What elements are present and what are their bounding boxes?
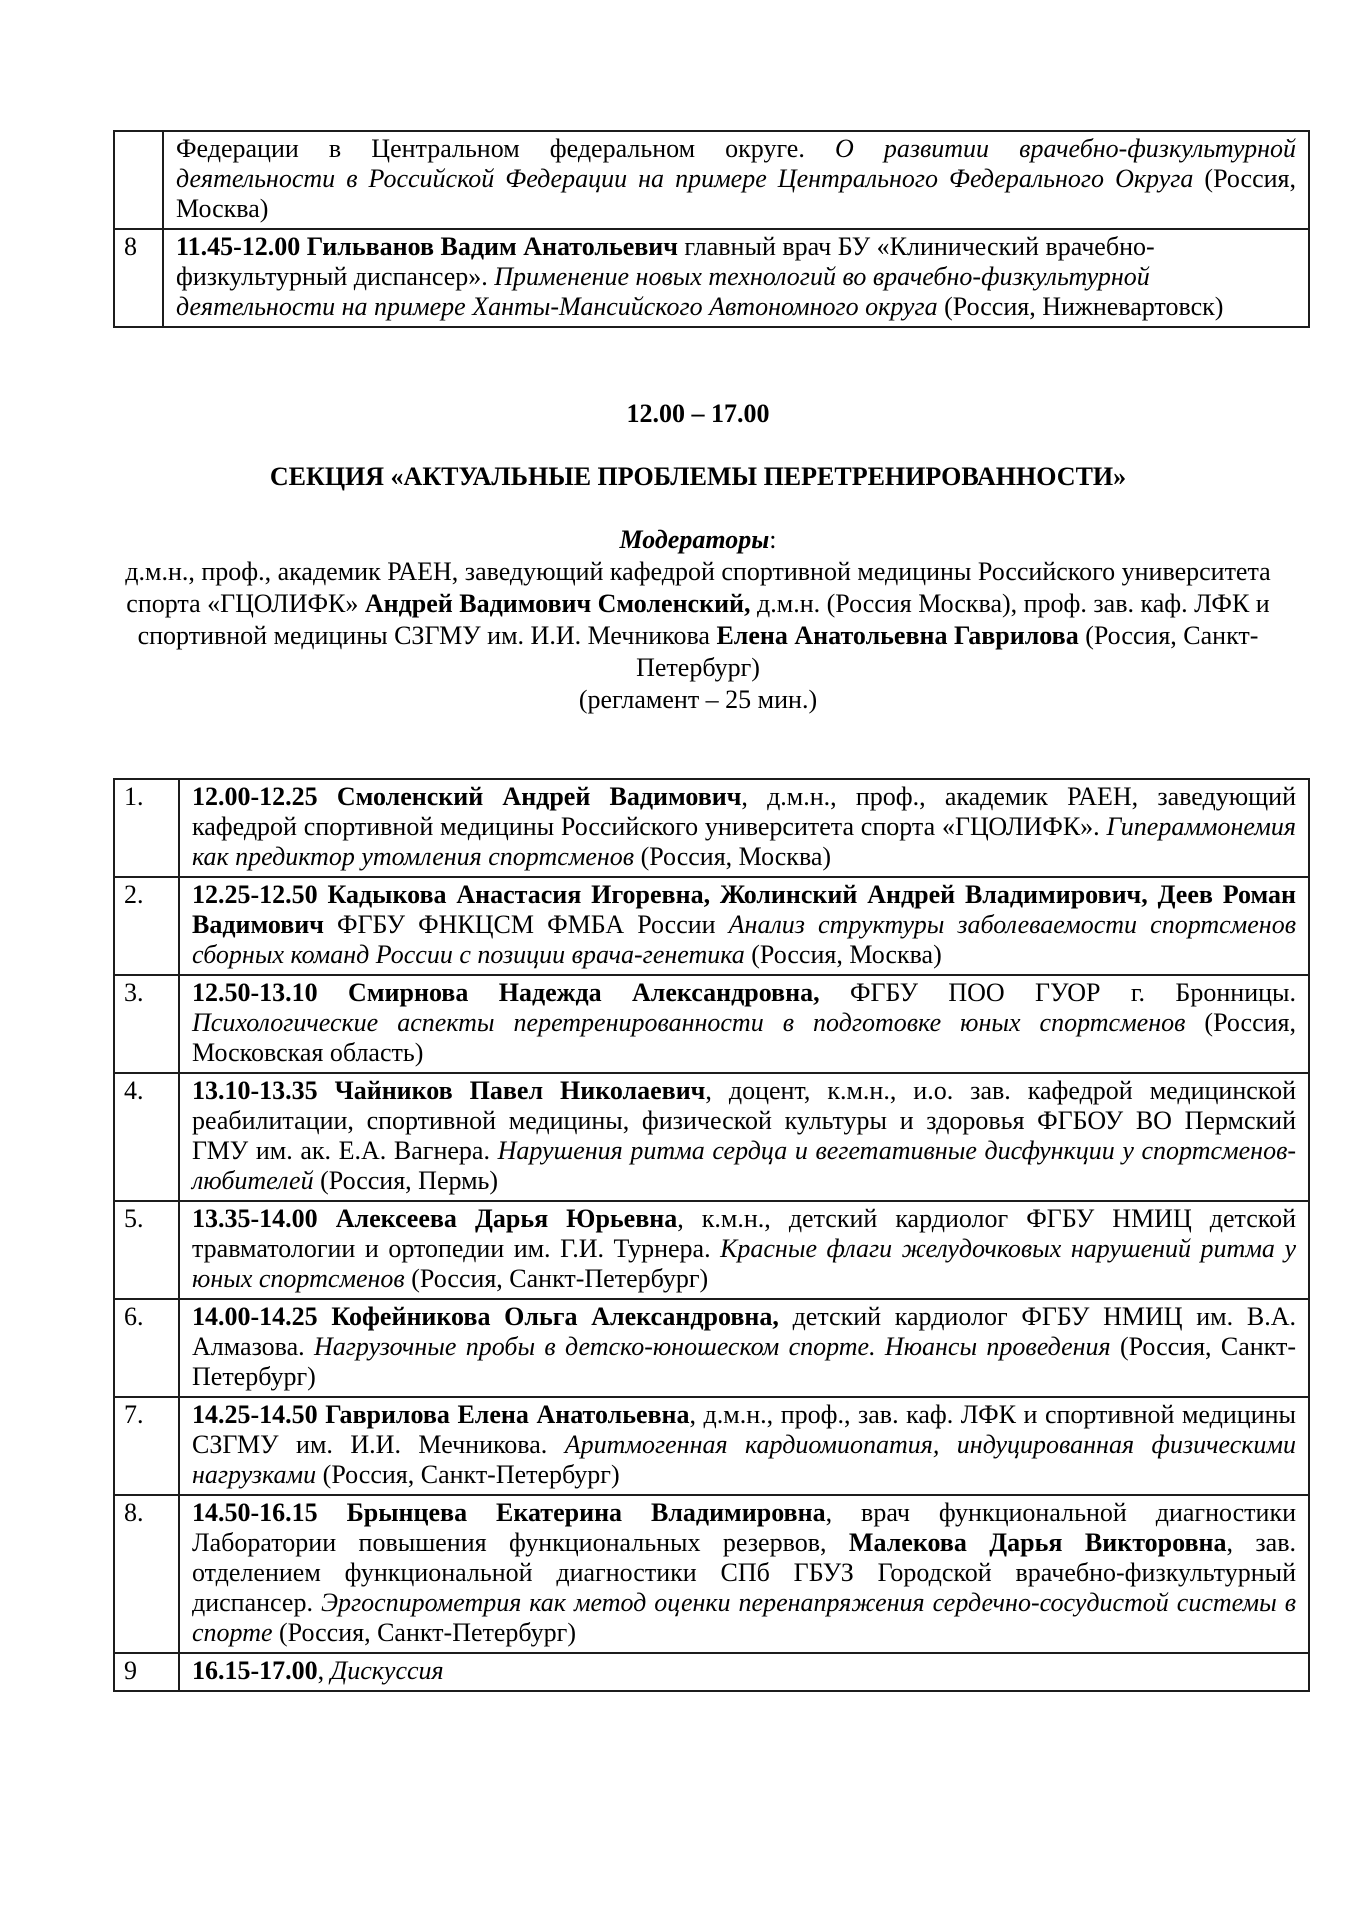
text-segment: (Россия, Нижневартовск) bbox=[944, 292, 1224, 321]
row-content bbox=[163, 229, 1309, 327]
text-segment: Модераторы bbox=[619, 525, 770, 554]
section-heading-block bbox=[113, 398, 1283, 716]
text-segment: 12.00-12.25 Смоленский Андрей Вадимович bbox=[192, 782, 742, 811]
text-segment: , зав. отделением функциональной диагностики СПб ГБУЗ Городской врачебно-физкультурный диспансер. bbox=[192, 1528, 1296, 1617]
text-segment: Федерации в Центральном федеральном округе. bbox=[176, 134, 835, 163]
text-segment: , д.м.н., проф., зав. каф. ЛФК и спортивной медицины СЗГМУ им. И.И. Мечникова. bbox=[192, 1400, 1296, 1459]
text-segment: О развитии врачебно-физкультурной деятельности в Российской Федерации на примере Центрального Федерального Округа bbox=[176, 134, 1296, 193]
text-segment: Красные флаги желудочковых нарушений ритма у юных спортсменов bbox=[192, 1234, 1297, 1293]
row-number: 7. bbox=[114, 1397, 179, 1495]
text-segment: (Россия, Санкт-Петербург) bbox=[636, 621, 1259, 682]
row-number: 9 bbox=[114, 1653, 179, 1691]
text-segment: 13.35-14.00 Алексеева Дарья Юрьевна bbox=[192, 1204, 678, 1233]
text-segment: , к.м.н., детский кардиолог ФГБУ НМИЦ детской травматологии и ортопедии им. Г.И. Турнера. bbox=[192, 1204, 1296, 1263]
text-segment: ФГБУ ПОО ГУОР г. Бронницы. bbox=[819, 978, 1296, 1007]
table-row bbox=[114, 1073, 1309, 1201]
text-segment: (Россия, Санкт-Петербург) bbox=[279, 1618, 576, 1647]
text-segment: д.м.н. (Россия Москва), проф. зав. каф. ЛФК и спортивной медицины СЗГМУ им. И.И. Мечникова bbox=[137, 589, 1270, 650]
table-row bbox=[114, 779, 1309, 877]
text-segment: , врач функциональной диагностики Лаборатории повышения функциональных резервов, bbox=[192, 1498, 1296, 1557]
table-row bbox=[114, 1495, 1309, 1653]
row-content bbox=[179, 1299, 1309, 1397]
text-segment: Нарушения ритма сердца и вегетативные дисфункции у спортсменов-любителей bbox=[192, 1136, 1297, 1195]
text-segment: , доцент, к.м.н., и.о. зав. кафедрой медицинской реабилитации, спортивной медицины, физической культуры и здоровья ФГБОУ ВО Пермский ГМУ им. ак. Е.А. Вагнера. bbox=[192, 1076, 1296, 1165]
row-number: 8 bbox=[114, 229, 163, 327]
text-segment: (Россия, Московская область) bbox=[192, 1008, 1296, 1067]
regulation-note: (регламент – 25 мин.) bbox=[578, 685, 818, 714]
text-segment: (Россия, Санкт-Петербург) bbox=[411, 1264, 709, 1293]
row-content bbox=[179, 975, 1309, 1073]
row-content bbox=[179, 1653, 1309, 1691]
table-row bbox=[114, 229, 1309, 327]
row-number: 8. bbox=[114, 1495, 179, 1653]
text-segment: (Россия, Москва) bbox=[640, 842, 832, 871]
row-number: 3. bbox=[114, 975, 179, 1073]
text-segment: Малекова Дарья Викторовна bbox=[848, 1528, 1227, 1557]
row-number: 4. bbox=[114, 1073, 179, 1201]
text-segment: Анализ структуры заболеваемости спортсменов сборных команд России с позиции врача-генетика bbox=[192, 910, 1296, 969]
table-row bbox=[114, 1299, 1309, 1397]
text-segment: детский кардиолог ФГБУ НМИЦ им. В.А. Алмазова. bbox=[192, 1302, 1296, 1361]
section-title: СЕКЦИЯ «АКТУАЛЬНЫЕ ПРОБЛЕМЫ ПЕРЕТРЕНИРОВАННОСТИ» bbox=[269, 462, 1127, 491]
row-content bbox=[179, 1201, 1309, 1299]
row-number bbox=[114, 131, 163, 229]
row-content bbox=[179, 1397, 1309, 1495]
text-segment: Применение новых технологий во врачебно-физкультурной деятельности на примере Ханты-Мансийского Автономного округа bbox=[176, 262, 1150, 321]
text-segment: (Россия, Санкт-Петербург) bbox=[322, 1460, 620, 1489]
text-segment: (Россия, Пермь) bbox=[320, 1166, 499, 1195]
text-segment: 12.25-12.50 Кадыкова Анастасия Игоревна, Жолинский Андрей Владимирович, Деев Роман Вадимович bbox=[192, 880, 1296, 939]
table-row bbox=[114, 131, 1309, 229]
row-number: 6. bbox=[114, 1299, 179, 1397]
table-row bbox=[114, 877, 1309, 975]
text-segment: Эргоспирометрия как метод оценки перенапряжения сердечно-сосудистой системы в спорте bbox=[192, 1588, 1296, 1647]
text-segment: 14.50-16.15 Брынцева Екатерина Владимировна bbox=[192, 1498, 826, 1527]
row-content bbox=[179, 1495, 1309, 1653]
text-segment: Гипераммонемия как предиктор утомления спортсменов bbox=[192, 812, 1296, 871]
text-segment: главный врач БУ «Клинический врачебно-физкультурный диспансер». bbox=[176, 232, 1155, 291]
table-row bbox=[114, 1201, 1309, 1299]
text-segment: Аритмогенная кардиомиопатия, индуцированная физическими нагрузками bbox=[192, 1430, 1297, 1489]
table-row bbox=[114, 1397, 1309, 1495]
table-row bbox=[114, 975, 1309, 1073]
text-segment: 16.15-17.00 bbox=[192, 1656, 318, 1685]
text-segment: (Россия, Москва) bbox=[751, 940, 942, 969]
table-row bbox=[114, 1653, 1309, 1691]
text-segment: Психологические аспекты перетренированности в подготовке юных спортсменов bbox=[192, 1008, 1205, 1037]
text-segment: 14.00-14.25 Кофейникова Ольга Александровна, bbox=[192, 1302, 779, 1331]
text-segment: 13.10-13.35 Чайников Павел Николаевич bbox=[192, 1076, 706, 1105]
row-number: 5. bbox=[114, 1201, 179, 1299]
row-number: 2. bbox=[114, 877, 179, 975]
text-segment: (Россия, Москва) bbox=[176, 164, 1296, 223]
text-segment: (Россия, Санкт-Петербург) bbox=[192, 1332, 1296, 1391]
text-segment: Андрей Вадимович Смоленский, bbox=[364, 589, 751, 618]
text-segment: Дискуссия bbox=[330, 1656, 444, 1685]
schedule-table-main bbox=[113, 778, 1310, 1692]
text-segment: : bbox=[769, 525, 777, 554]
text-segment: Нагрузочные пробы в детско-юношеском спорте. Нюансы проведения bbox=[314, 1332, 1120, 1361]
row-content bbox=[163, 131, 1309, 229]
text-segment: ФГБУ ФНКЦСМ ФМБА России bbox=[336, 910, 729, 939]
moderators-label bbox=[113, 524, 1283, 556]
row-content bbox=[179, 877, 1309, 975]
row-number: 1. bbox=[114, 779, 179, 877]
text-segment: Елена Анатольевна Гаврилова bbox=[716, 621, 1079, 650]
moderators-paragraph bbox=[113, 556, 1283, 684]
row-content bbox=[179, 1073, 1309, 1201]
schedule-table-top bbox=[113, 130, 1310, 328]
section-time-range: 12.00 – 17.00 bbox=[626, 399, 770, 428]
text-segment: 12.50-13.10 Смирнова Надежда Александровна, bbox=[192, 978, 820, 1007]
text-segment: д.м.н., проф., академик РАЕН, заведующий кафедрой спортивной медицины Российского университета спорта «ГЦОЛИФК» bbox=[125, 557, 1271, 618]
text-segment: 14.25-14.50 Гаврилова Елена Анатольевна bbox=[192, 1400, 690, 1429]
text-segment: , bbox=[317, 1656, 331, 1685]
text-segment: , д.м.н., проф., академик РАЕН, заведующий кафедрой спортивной медицины Российского университета спорта «ГЦОЛИФК». bbox=[192, 782, 1296, 841]
text-segment: 11.45-12.00 Гильванов Вадим Анатольевич bbox=[176, 232, 685, 261]
row-content bbox=[179, 779, 1309, 877]
